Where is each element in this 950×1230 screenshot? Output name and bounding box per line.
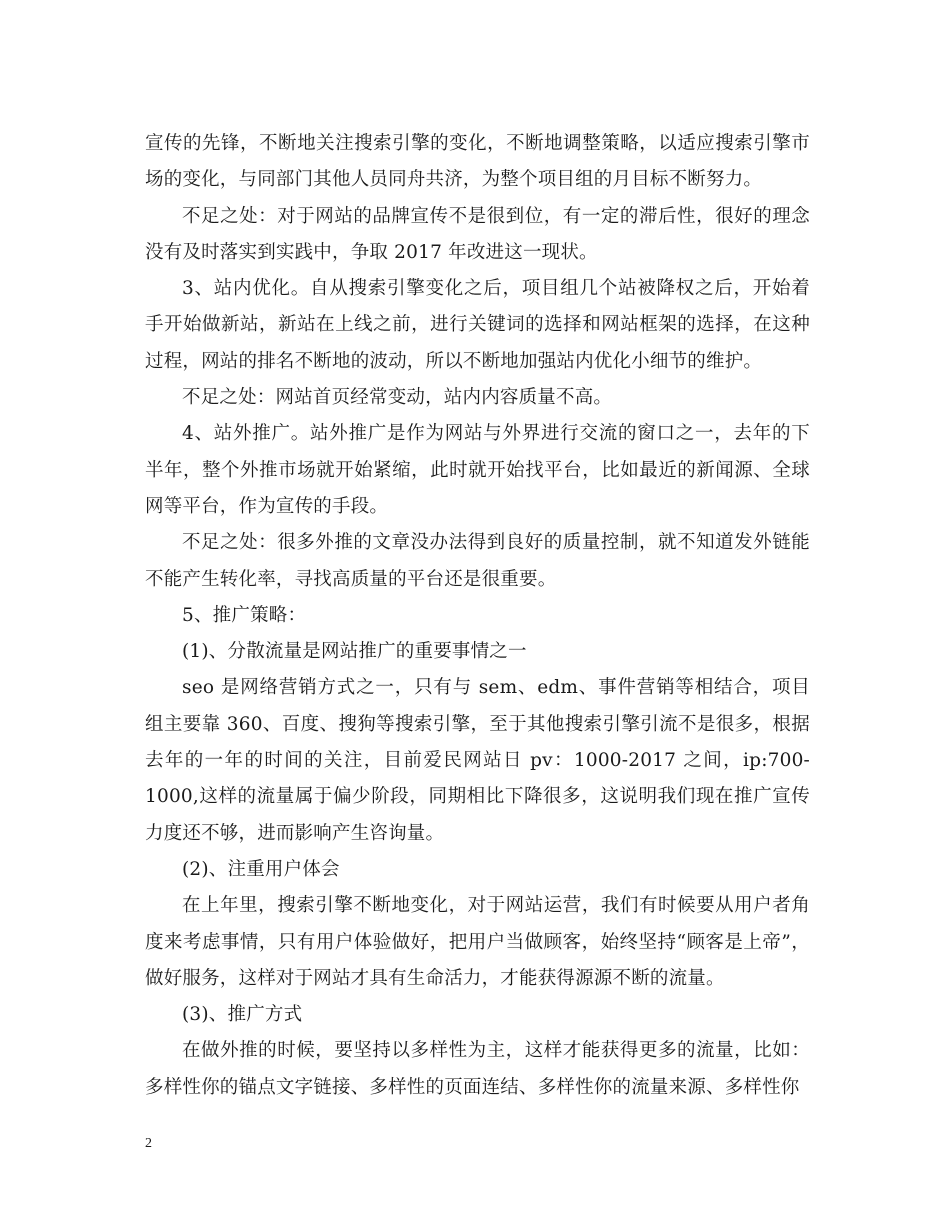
page-number: 2 [145, 1136, 152, 1151]
paragraph-4: 不足之处：网站首页经常变动，站内内容质量不高。 [182, 387, 613, 409]
paragraph-11: 在上年里，搜索引擎不断地变化，对于网站运营，我们有时候要从用户者角度来考虑事情，只有用户体验做好，把用户当做顾客，始终坚持“顾客是上帝”，做好服务，这样对于网站才具有生命活力，才能获得源源不断的流量。 [145, 895, 810, 989]
paragraph-2: 不足之处：对于网站的品牌宣传不是很到位，有一定的滞后性，很好的理念没有及时落实到实践中，争取 2017 年改进这一现状。 [145, 205, 810, 263]
paragraph-9: seo 是网络营销方式之一，只有与 sem、edm、事件营销等相结合，项目组主要靠 360、百度、搜狗等搜索引擎，至于其他搜索引擎引流不是很多，根据去年的一年的时间的关注，目前爱民网站日 pv：1000-2017 之间，ip:700-1000,这样的流量属于偏少阶段，同期相比下降很多，这说明我们现在推广宣传力度还不够，进而影响产生咨询量。 [145, 677, 810, 844]
paragraph-3: 3、站内优化。自从搜索引擎变化之后，项目组几个站被降权之后，开始着手开始做新站，新站在上线之前，进行关键词的选择和网站框架的选择，在这种过程，网站的排名不断地的波动，所以不断地加强站内优化小细节的维护。 [145, 278, 810, 372]
paragraph-1: 宣传的先锋，不断地关注搜索引擎的变化，不断地调整策略，以适应搜索引擎市场的变化，与同部门其他人员同舟共济，为整个项目组的月目标不断努力。 [145, 133, 810, 191]
paragraph-5: 4、站外推广。站外推广是作为网站与外界进行交流的窗口之一，去年的下半年，整个外推市场就开始紧缩，此时就开始找平台，比如最近的新闻源、全球网等平台，作为宣传的手段。 [145, 423, 810, 517]
paragraph-10: (2)、注重用户体会 [182, 858, 340, 880]
document-body [145, 126, 810, 1106]
paragraph-8: (1)、分散流量是网站推广的重要事情之一 [182, 641, 527, 663]
paragraph-7: 5、推广策略： [182, 604, 307, 626]
paragraph-12: (3)、推广方式 [182, 1004, 303, 1026]
paragraph-6: 不足之处：很多外推的文章没办法得到良好的质量控制，就不知道发外链能不能产生转化率，寻找高质量的平台还是很重要。 [145, 532, 810, 590]
paragraph-13: 在做外推的时候，要坚持以多样性为主，这样才能获得更多的流量，比如：多样性你的锚点文字链接、多样性的页面连结、多样性你的流量来源、多样性你 [145, 1040, 810, 1098]
